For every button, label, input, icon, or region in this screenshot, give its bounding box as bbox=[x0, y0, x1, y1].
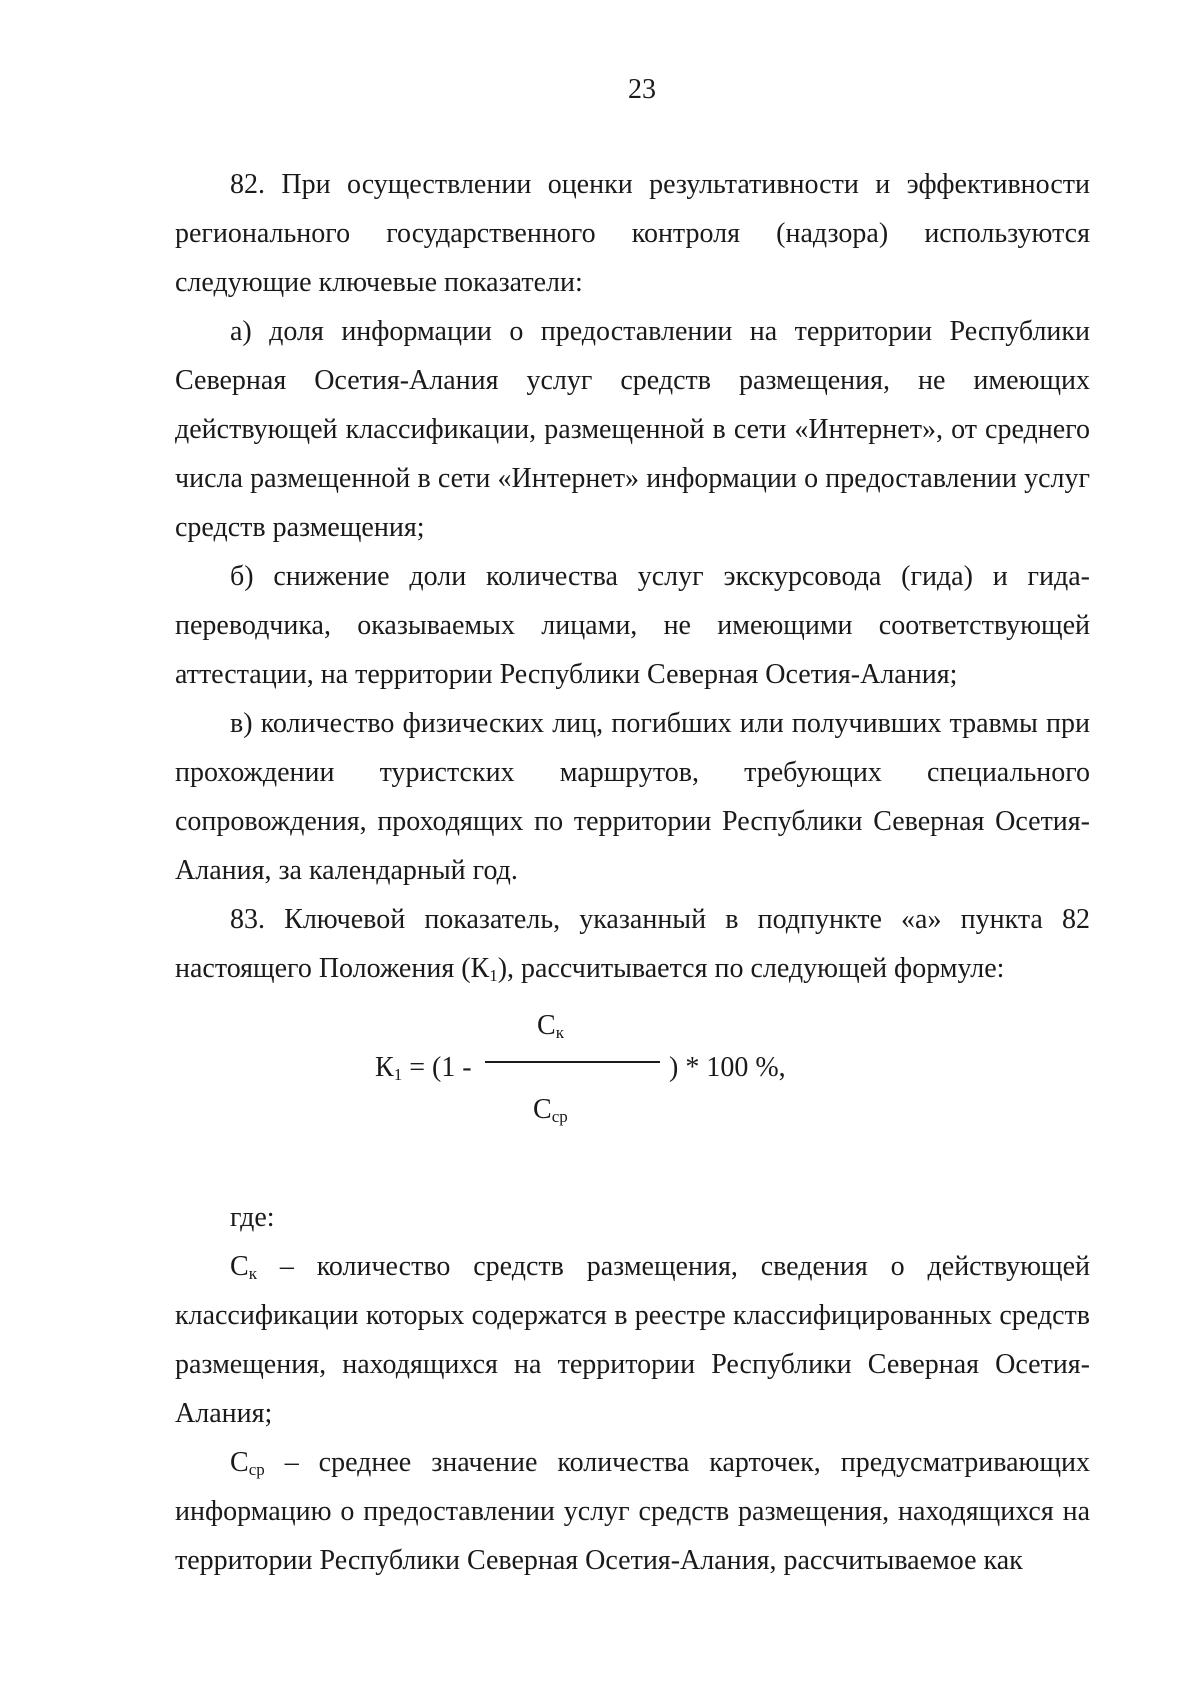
paragraph-83-subscript: 1 bbox=[489, 966, 498, 985]
document-body bbox=[175, 160, 1090, 1585]
definition-csr-text: – среднее значение количества карточек, предусматривающих информацию о предоставлении услуг средств размещения, находящихся на территории Республики Северная Осетия-Алания, рассчитываемое как bbox=[175, 1447, 1090, 1576]
formula-k1 bbox=[175, 997, 1090, 1137]
paragraph-83-text-start: 83. Ключевой показатель, указанный в подпункте «а» пункта 82 настоящего Положения (К bbox=[175, 904, 1090, 984]
formula-lhs-subscript: 1 bbox=[393, 1065, 403, 1084]
formula-denominator-subscript: ср bbox=[551, 1107, 568, 1126]
formula-denominator-symbol: С bbox=[533, 1094, 552, 1125]
definition-ck bbox=[175, 1242, 1090, 1438]
paragraph-82-a: а) доля информации о предоставлении на территории Республики Северная Осетия-Алания услуг средств размещения, не имеющих действующей классификации, размещенной в сети «Интернет», от среднего числа размещенной в сети «Интернет» информации о предоставлении услуг средств размещения; bbox=[175, 316, 1090, 543]
formula-lhs-rest: = (1 - bbox=[402, 1052, 472, 1083]
paragraph-83-text-end: ), рассчитывается по следующей формуле: bbox=[497, 953, 1005, 984]
formula-lhs bbox=[375, 1043, 472, 1092]
definition-csr-symbol: С bbox=[230, 1447, 249, 1478]
definition-ck-symbol: С bbox=[230, 1251, 249, 1282]
paragraph-83 bbox=[175, 895, 1090, 993]
formula-rhs: ) * 100 %, bbox=[669, 1052, 786, 1083]
paragraph-82-v: в) количество физических лиц, погибших или получивших травмы при прохождении туристских маршрутов, требующих специального сопровождения, проходящих по территории Республики Северная Осетия-Алания, за календарный год. bbox=[175, 708, 1090, 886]
formula-numerator-symbol: С bbox=[537, 1010, 556, 1041]
formula-spacer bbox=[175, 1137, 1090, 1193]
definition-ck-subscript: к bbox=[248, 1264, 257, 1283]
paragraph-82: 82. При осуществлении оценки результативности и эффективности регионального государственного контроля (надзора) используются следующие ключевые показатели: bbox=[175, 169, 1090, 298]
definition-csr bbox=[175, 1438, 1090, 1585]
definition-csr-subscript: ср bbox=[248, 1460, 265, 1479]
formula-denominator bbox=[533, 1085, 568, 1134]
formula-lhs-symbol: К bbox=[375, 1052, 394, 1083]
formula-numerator-subscript: к bbox=[555, 1023, 564, 1042]
page-number: 23 bbox=[628, 74, 656, 105]
formula-numerator bbox=[537, 1001, 564, 1050]
fraction-bar bbox=[485, 1061, 660, 1063]
paragraph-82-b: б) снижение доли количества услуг экскурсовода (гида) и гида-переводчика, оказываемых лицами, не имеющими соответствующей аттестации, на территории Республики Северная Осетия-Алания; bbox=[175, 561, 1090, 690]
definition-ck-text: – количество средств размещения, сведения о действующей классификации которых содержатся в реестре классифицированных средств размещения, находящихся на территории Республики Северная Осетия-Алания; bbox=[175, 1251, 1090, 1429]
where-label: где: bbox=[230, 1202, 275, 1233]
